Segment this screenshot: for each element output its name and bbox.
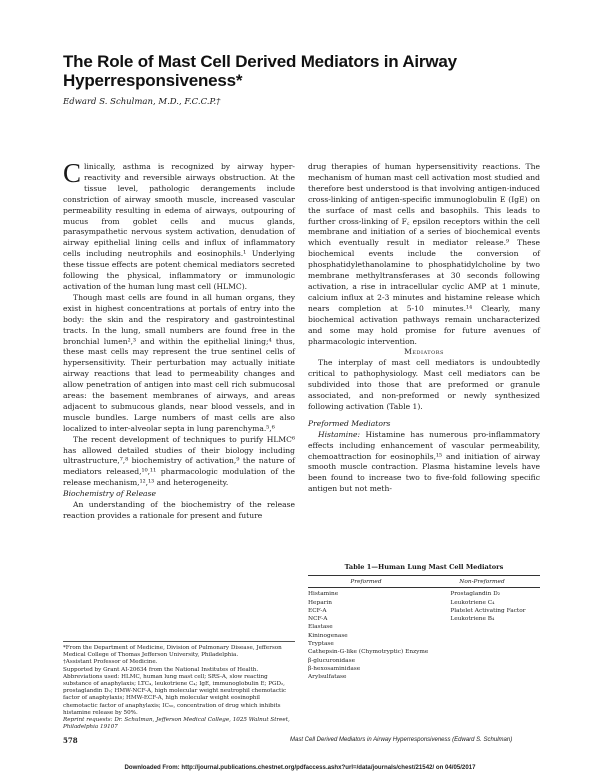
mediators-table: [308, 575, 540, 682]
table-cell: Leukotriene B₄: [450, 616, 495, 623]
paragraph-mediators: The interplay of mast cell mediators is undoubtedly critical to pathophysiology. Mast cell mediators can be subdivided into those that are preformed or granule associated, and non-preformed or newly synthesized following activation (Table 1).: [308, 358, 540, 411]
table-cell: Platelet Activating Factor: [450, 607, 526, 614]
footnote: Abbreviations used: HLMC, human lung mast cell; SRS-A, slow reacting substance of anaphylaxis; LTC₄, leukotriene C₄; IgE, immunoglobulin E; PGD₂, prostaglandin D₂; HMW-NCF-A, high molecular weight neutrophil chemotactic factor of anaphylaxis; HMW-ECF-A, high molecular weight eosinophil chemotactic factor of anaphylaxis; IC₅₀, concentration of drug which inhibits histamine release by 50%.: [63, 673, 287, 716]
table-cell: β-glucuronidase: [308, 657, 356, 664]
table-cell: Prostaglandin D₂: [450, 591, 501, 598]
right-column: [308, 162, 540, 495]
header-non-preformed: Non-Preformed: [459, 579, 505, 585]
paragraph-biochemistry: An understanding of the biochemistry of the release reaction provides a rationale for present and future: [63, 500, 295, 520]
table-header: [308, 576, 540, 588]
article-title: The Role of Mast Cell Derived Mediators in Airway Hyperresponsiveness*: [63, 52, 457, 90]
footnote: †Assistant Professor of Medicine.: [63, 659, 158, 666]
table-cell: Leukotriene C₄: [450, 599, 495, 606]
footnote: *From the Department of Medicine, Division of Pulmonary Disease, Jefferson Medical College of Thomas Jefferson University, Philadelphia.: [63, 645, 282, 659]
table-cell: ECF-A: [308, 607, 327, 614]
table-cell: Tryptase: [308, 641, 334, 648]
paragraph-activation: drug therapies of human hypersensitivity reactions. The mechanism of human mast cell activation most studied and therefore best understood is that involving antigen-induced cross-linking of antigen-specific immunoglobulin E (IgE) on the surface of mast cells and basophils. This leads to further cross-linking of F꜀ epsilon receptors within the cell membrane and initiation of a series of biochemical events which eventually result in mediator release.⁹ These biochemical events include the conversion of phosphatidylethanolamine to phosphatidylcholine by two membrane methyltransferases at 30 seconds following activation, a rise in intracellular cyclic AMP at 1 minute, calcium influx at 2-3 minutes and histamine release which nears completion at 5-10 minutes.¹⁴ Clearly, many biochemical activation pathways remain uncharacterized and some may hold promise for future avenues of pharmacologic intervention.: [308, 162, 540, 346]
drop-cap: C: [63, 158, 82, 188]
footnote: Reprint requests: Dr. Schulman, Jefferson Medical College, 1025 Walnut Street, Philadelphia 19107: [63, 717, 290, 731]
table-cell: Heparin: [308, 599, 333, 606]
table-cell: Cathepsin-G-like (Chymotryptic) Enzyme: [308, 649, 429, 656]
author-line: Edward S. Schulman, M.D., F.C.C.P.†: [63, 97, 221, 107]
table-cell: NCF-A: [308, 616, 328, 623]
table-cell: Arylsulfatase: [308, 674, 347, 681]
subhead-preformed: Preformed Mediators: [308, 418, 391, 428]
preformed-column: [308, 590, 428, 681]
table-cell: Kininogenase: [308, 632, 348, 639]
paragraph-mast-cell-location: Though mast cells are found in all human organs, they exist in highest concentrations at portals of entry into the body: the skin and the respiratory and gastrointestinal tracts. In the lung, small numbers are found free in the bronchial lumen²,³ and within the epithelial lining;⁴ thus, these mast cells may represent the true sentinel cells of hypersensitivity. Their perturbation may actually initiate airway reactions that lead to permeability changes and allow penetration of antigen into mast cell rich submucosal areas: the basement membranes of airways, and areas adjacent to submucous glands, near blood vessels, and in muscle bundles. Large numbers of mast cells are also localized to inter-alveolar septa in lung parenchyma.⁵,⁶: [63, 292, 295, 433]
download-source-line: Downloaded From: http://journal.publications.chestnet.org/pdfaccess.ashx?url=/data/journals/chest/21542/ on 04/05/2017: [124, 764, 476, 771]
paragraph-techniques: The recent development of techniques to purify HLMC⁶ has allowed detailed studies of their biology including ultrastructure,⁷,⁸ biochemistry of activation,⁹ the nature of mediators released,¹⁰,¹¹ pharmacologic modulation of the release mechanism,¹²,¹³ and heterogeneity.: [63, 434, 295, 488]
non-preformed-column: [428, 590, 540, 681]
left-column: [63, 158, 295, 522]
footnote: Supported by Grant AI-20634 from the National Institutes of Health.: [63, 666, 259, 673]
table-cell: Elastase: [308, 624, 333, 631]
page-number: 578: [63, 736, 78, 745]
table-cell: Histamine: [308, 591, 339, 598]
table-cell: β-hexosaminidase: [308, 665, 361, 672]
running-head: Mast Cell Derived Mediators in Airway Hyperresponsiveness (Edward S. Schulman): [290, 737, 513, 743]
intro-paragraph: Clinically, asthma is recognized by airway hyper-reactivity and reversible airways obstruction. At the tissue level, pathologic derangements include constriction of airway smooth muscle, increased vascular permeability resulting in edema of airways, outpouring of mucus from goblet cells and mucus glands, parasympathetic nervous system activation, denudation of airway epithelial lining cells and influx of inflammatory cells including neutrophils and eosinophils.¹ Underlying these tissue effects are potent chemical mediators secreted following the physical, inflammatory or immunologic activation of the human lung mast cell (HLMC).: [63, 158, 295, 291]
footnotes: [63, 641, 295, 731]
section-heading-mediators: Mediators: [404, 347, 444, 357]
paragraph-histamine: Histamine: Histamine has numerous pro-inflammatory effects including enhancement of vascular permeability, chemoattraction for eosinophils,¹⁵ and initiation of airway smooth muscle contraction. Plasma histamine levels have been found to increase two to five-fold following specific antigen but not meth-: [308, 429, 540, 494]
table-title: Table 1—Human Lung Mast Cell Mediators: [344, 563, 504, 571]
header-preformed: Preformed: [350, 579, 382, 585]
subhead-biochemistry: Biochemistry of Release: [63, 489, 156, 499]
